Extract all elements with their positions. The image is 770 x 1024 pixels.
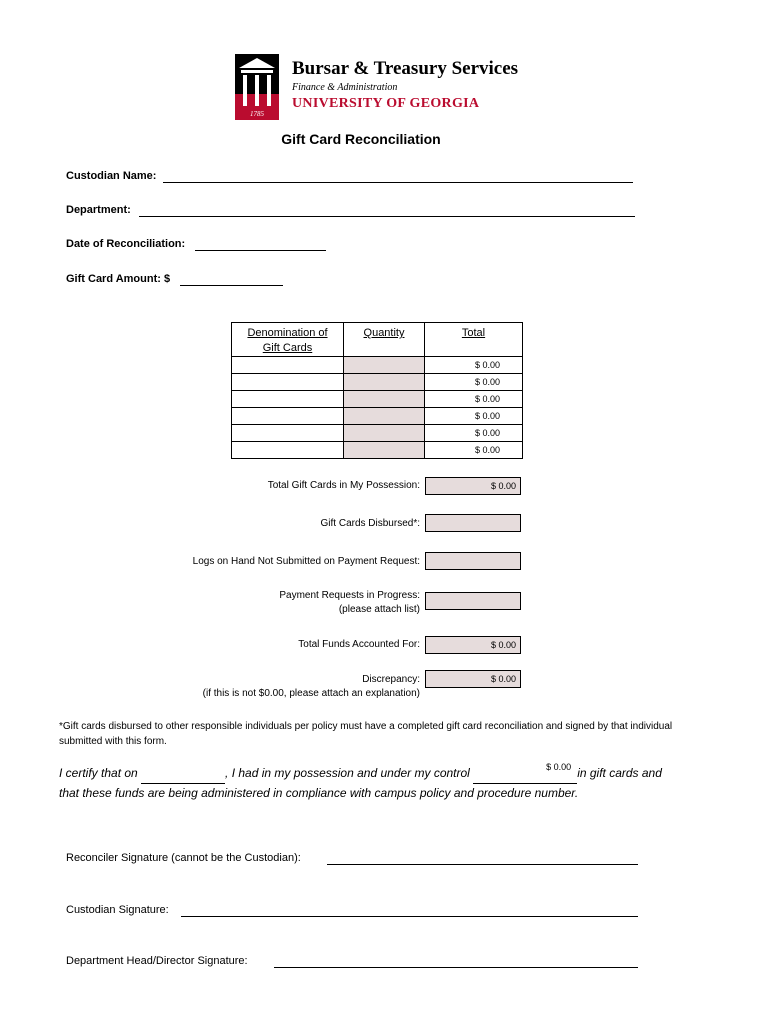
quantity-cell[interactable] [344,425,425,442]
total-cell: $ 0.00 [425,374,523,391]
reconciler-signature-label: Reconciler Signature (cannot be the Custodian): [66,852,301,864]
brand-subtitle: Finance & Administration [292,82,398,93]
date-of-reconciliation-label: Date of Reconciliation: [66,238,186,250]
brand-title: Bursar & Treasury Services [292,58,519,79]
certification-statement: I certify that on , I had in my possession and under my control $ 0.00 in gift cards and that these funds are being administered in compliance with campus policy and procedure number. [59,764,699,803]
department-field[interactable] [139,216,635,217]
discrepancy-label: Discrepancy: (if this is not $0.00, please attach an explanation) [202,674,420,699]
department-label: Department: [66,204,131,216]
denomination-cell[interactable] [232,391,344,408]
quantity-header: Quantity [344,323,425,357]
table-row [232,442,523,459]
certify-date-field[interactable] [141,764,225,784]
gift-cards-disbursed-field[interactable] [425,514,521,532]
table-row [232,408,523,425]
table-row [232,357,523,374]
table-row [232,391,523,408]
brand-university: UNIVERSITY OF GEORGIA [292,96,480,111]
denomination-cell[interactable] [232,374,344,391]
total-funds-label: Total Funds Accounted For: [298,639,420,650]
denomination-table [231,322,523,459]
gift-card-amount-label: Gift Card Amount: $ [66,273,171,285]
gift-cards-disbursed-label: Gift Cards Disbursed*: [320,518,420,529]
total-funds-value: $ 0.00 [425,636,521,654]
certify-amount-value: $ 0.00 [546,762,572,772]
total-cell: $ 0.00 [425,425,523,442]
quantity-cell[interactable] [344,391,425,408]
quantity-cell[interactable] [344,374,425,391]
discrepancy-value: $ 0.00 [425,670,521,688]
logs-on-hand-field[interactable] [425,552,521,570]
custodian-name-label: Custodian Name: [66,170,157,182]
total-in-possession-value: $ 0.00 [425,477,521,495]
total-in-possession-label: Total Gift Cards in My Possession: [267,480,420,491]
denomination-cell[interactable] [232,408,344,425]
custodian-signature-field[interactable] [181,916,638,917]
denomination-header: Denomination of Gift Cards [232,323,344,357]
payment-requests-field[interactable] [425,592,521,610]
total-cell: $ 0.00 [425,357,523,374]
uga-arch-logo [235,54,279,120]
department-head-signature-label: Department Head/Director Signature: [66,955,248,967]
custodian-name-field[interactable] [163,182,633,183]
total-cell: $ 0.00 [425,391,523,408]
logo-year: 1785 [250,110,264,118]
table-header-row [232,323,523,357]
quantity-cell[interactable] [344,442,425,459]
logs-on-hand-label: Logs on Hand Not Submitted on Payment Request: [192,556,420,567]
total-header: Total [425,323,523,357]
reconciler-signature-field[interactable] [327,864,638,865]
table-row [232,374,523,391]
gift-card-amount-field[interactable] [180,285,283,286]
department-head-signature-field[interactable] [274,967,638,968]
table-row [232,425,523,442]
total-cell: $ 0.00 [425,442,523,459]
quantity-cell[interactable] [344,408,425,425]
date-of-reconciliation-field[interactable] [195,250,326,251]
custodian-signature-label: Custodian Signature: [66,904,169,916]
quantity-cell[interactable] [344,357,425,374]
payment-requests-label: Payment Requests in Progress: (please attach list) [279,590,420,615]
disbursed-note: *Gift cards disbursed to other responsible individuals per policy must have a completed gift card reconciliation and signed by that individual submitted with this form. [59,721,673,747]
form-title: Gift Card Reconciliation [281,131,441,147]
denomination-cell[interactable] [232,442,344,459]
certify-amount-field[interactable] [473,764,577,784]
denomination-cell[interactable] [232,357,344,374]
denomination-cell[interactable] [232,425,344,442]
total-cell: $ 0.00 [425,408,523,425]
